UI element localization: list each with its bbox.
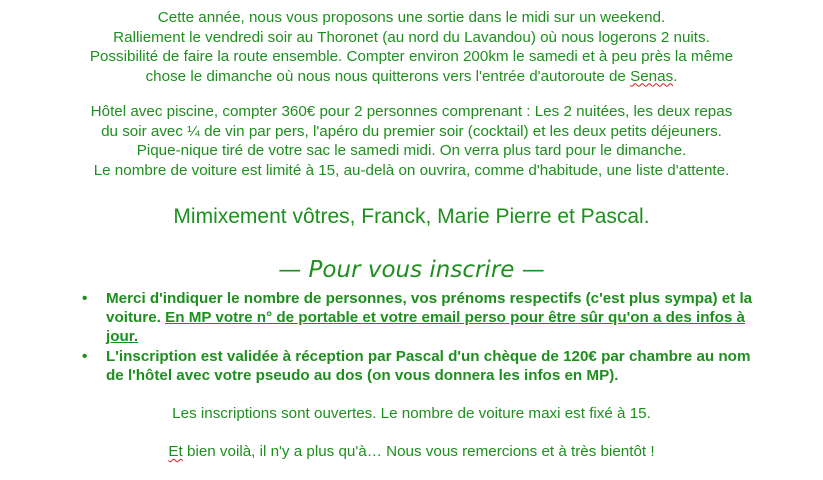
bullet-2-text: L'inscription est validée à réception par Pascal d'un chèque de 120€ par chambre au nom de l'hôtel avec votre pseudo au dos (on vous donnera les infos en MP).	[106, 348, 751, 384]
list-item	[82, 289, 762, 346]
intro-line-4-end: .	[673, 67, 678, 85]
bullet-1-text: Merci d'indiquer le nombre de personnes, vos prénoms respectifs (c'est plus sympa) et la voiture.	[106, 290, 753, 326]
spellcheck-word-senas: Senas	[630, 67, 674, 85]
spellcheck-word-et: Et	[168, 443, 183, 460]
bullet-1-underlined: En MP votre n° de portable et votre email perso pour être sûr qu'on a des infos à jour.	[106, 309, 745, 345]
registrations-open-line: Les inscriptions sont ouvertes. Le nombre de voiture maxi est fixé à 15.	[172, 405, 651, 422]
intro-line-4: chose le dimanche où nous nous quitterons vers l'entrée d'autoroute de	[145, 67, 631, 85]
intro-line-1: Cette année, nous vous proposons une sortie dans le midi sur un weekend.	[157, 9, 666, 26]
hotel-line-3: Pique-nique tiré de votre sac le samedi midi. On verra plus tard pour le dimanche.	[136, 142, 687, 159]
intro-line-3: Possibilité de faire la route ensemble. Compter environ 200km le samedi et à peu près la même	[89, 48, 734, 65]
section-heading: — Pour vous inscrire —	[278, 257, 545, 283]
closing-text: bien voilà, il n'y a plus qu'à… Nous vous remercions et à très bientôt !	[182, 443, 655, 460]
list-item	[82, 347, 762, 385]
bullet-icon: •	[82, 348, 88, 365]
closing-line	[0, 442, 823, 461]
intro-paragraph	[20, 8, 803, 86]
intro-line-2: Ralliement le vendredi soir au Thoronet (au nord du Lavandou) où nous logerons 2 nuits.	[113, 28, 710, 46]
hotel-line-4: Le nombre de voiture est limité à 15, au-delà on ouvrira, comme d'habitude, une liste d'attente.	[93, 161, 730, 179]
hotel-paragraph	[20, 102, 803, 180]
registration-list	[82, 289, 762, 386]
hotel-line-1: Hôtel avec piscine, compter 360€ pour 2 personnes comprenant : Les 2 nuitées, les deux repas	[90, 103, 733, 120]
signature: Mimixement vôtres, Franck, Marie Pierre et Pascal.	[173, 205, 650, 228]
hotel-line-2: du soir avec ¼ de vin par pers, l'apéro du premier soir (cocktail) et les deux petits déjeuners.	[101, 122, 722, 140]
bullet-icon: •	[82, 290, 88, 307]
